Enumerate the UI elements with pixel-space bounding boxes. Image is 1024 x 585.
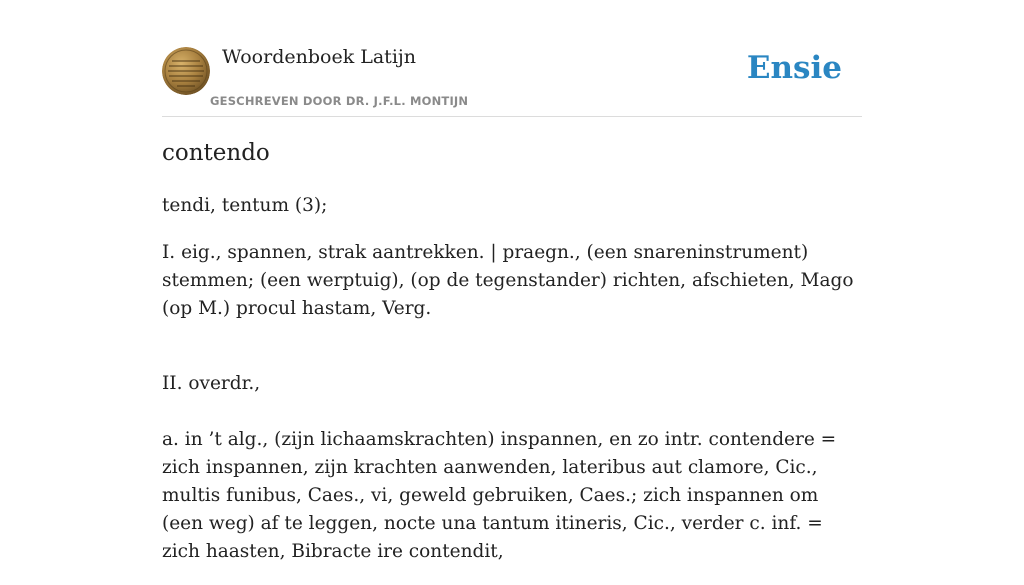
entry-sense-2: II. overdr., [162, 373, 261, 394]
author-byline: GESCHREVEN DOOR DR. J.F.L. MONTIJN [210, 94, 469, 108]
page [162, 0, 862, 562]
entry-headword: contendo [162, 140, 270, 166]
ancient-coin-icon[interactable] [162, 47, 210, 95]
entry-sense-1: I. eig., spannen, strak aantrekken. | praegn., (een snareninstrument) stemmen; (een werptuig), (op de tegenstander) richten, afschieten, Mago (op M.) procul hastam, Verg. [162, 242, 854, 319]
site-title[interactable]: Woordenboek Latijn [222, 46, 417, 68]
entry-forms: tendi, tentum (3); [162, 195, 328, 216]
paragraph-gap [162, 398, 862, 426]
entry-sense-2a: a. in ’t alg., (zijn lichaamskrachten) inspannen, en zo intr. contendere = zich inspannen, zijn krachten aanwenden, lateribus aut clamore, Cic., multis funibus, Caes., vi, geweld gebruiken, Caes.; zich inspannen om (een weg) af te leggen, nocte una tantum itineris, Cic., verder c. inf. = zich haasten, Bibracte ire contendit, [162, 429, 837, 562]
brand-logo-link[interactable]: Ensie [746, 50, 842, 86]
site-header [162, 0, 862, 117]
entry-body [162, 192, 862, 585]
paragraph-gap [162, 342, 862, 370]
